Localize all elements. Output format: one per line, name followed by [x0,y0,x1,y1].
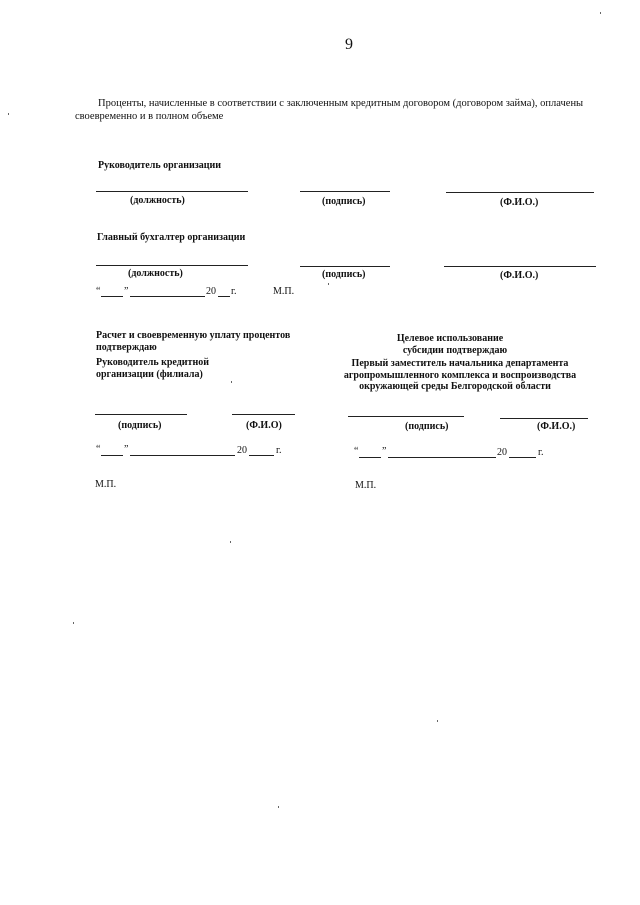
bank-label-signature: (подпись) [118,420,162,431]
head-signature-line[interactable] [300,191,390,192]
bank-fio-line[interactable] [232,414,295,415]
accountant-stamp: М.П. [273,286,295,297]
scan-speck [230,541,231,543]
accountant-date-quote-open: “ [96,286,101,297]
dept-date-year-prefix: 20 [497,447,507,458]
head-label-fio: (Ф.И.О.) [500,197,539,208]
bank-role-line-2: организации (филиала) [96,369,203,380]
bank-date-year-line[interactable] [249,455,274,456]
accountant-position-line[interactable] [96,265,248,266]
bank-role-line-1: Руководитель кредитной [96,357,209,368]
scan-speck [600,12,601,14]
bank-date-quote-open: “ [96,444,101,455]
bank-date-year-prefix: 20 [237,445,247,456]
scan-speck [8,113,9,115]
dept-date-quote-close: ” [382,446,387,457]
bank-date-quote-close: ” [124,444,129,455]
scan-speck [73,622,74,624]
bank-stamp: М.П. [95,479,117,490]
bank-title-line-2: подтверждаю [96,342,157,353]
accountant-heading: Главный бухгалтер организации [97,232,246,243]
dept-role-line-1: Первый заместитель начальника департамента [351,358,569,369]
head-label-signature: (подпись) [322,196,366,207]
dept-role-line-3: окружающей среды Белгородской области [359,381,551,392]
intro-line-2: своевременно и в полном объеме [75,111,224,122]
scan-speck [437,720,438,722]
accountant-date-month-line[interactable] [130,296,205,297]
scan-speck [231,381,232,383]
dept-title-line-2: субсидии подтверждаю [402,345,508,356]
accountant-date-year-suffix: г. [231,286,237,297]
dept-date-month-line[interactable] [388,457,496,458]
bank-date-month-line[interactable] [130,455,235,456]
page-number: 9 [345,36,353,53]
accountant-signature-line[interactable] [300,266,390,267]
bank-signature-line[interactable] [95,414,187,415]
head-heading: Руководитель организации [98,160,222,171]
dept-date-day-line[interactable] [359,457,381,458]
accountant-date-day-line[interactable] [101,296,123,297]
bank-date-day-line[interactable] [101,455,123,456]
bank-date-year-suffix: г. [276,445,282,456]
dept-label-fio: (Ф.И.О.) [537,421,576,432]
scan-speck [278,806,279,808]
dept-stamp: М.П. [355,480,377,491]
dept-role-line-2: агропромышленного комплекса и воспроизводства [343,370,577,381]
accountant-date-quote-close: ” [124,286,129,297]
dept-fio-line[interactable] [500,418,588,419]
head-position-line[interactable] [96,191,248,192]
dept-title-line-1: Целевое использование [396,333,504,344]
accountant-date-year-prefix: 20 [206,286,216,297]
scan-speck [328,283,329,285]
head-label-position: (должность) [130,195,185,206]
dept-date-quote-open: “ [354,446,359,457]
head-fio-line[interactable] [446,192,594,193]
accountant-label-position: (должность) [128,268,183,279]
accountant-label-signature: (подпись) [322,269,366,280]
dept-signature-line[interactable] [348,416,464,417]
accountant-fio-line[interactable] [444,266,596,267]
intro-line-1: Проценты, начисленные в соответствии с заключенным кредитным договором (договором займа), оплачены [98,98,584,109]
accountant-date-year-line[interactable] [218,296,230,297]
bank-label-fio: (Ф.И.О) [246,420,282,431]
accountant-label-fio: (Ф.И.О.) [500,270,539,281]
dept-date-year-line[interactable] [509,457,536,458]
dept-date-year-suffix: г. [538,447,544,458]
bank-title-line-1: Расчет и своевременную уплату процентов [96,330,291,341]
dept-label-signature: (подпись) [405,421,449,432]
